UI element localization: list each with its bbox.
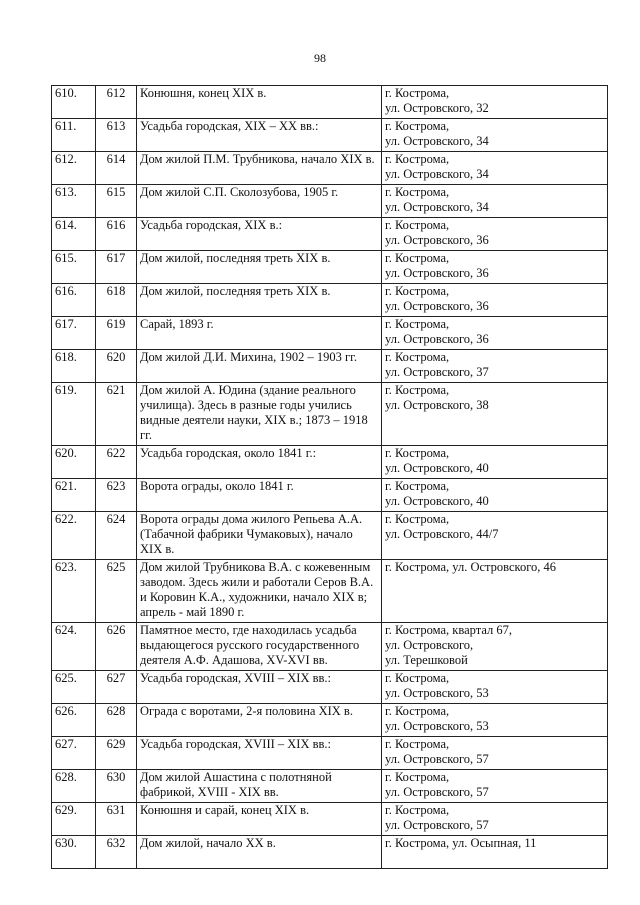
address-line: ул. Островского, (385, 638, 474, 652)
address-line: ул. Островского, 37 (385, 365, 489, 379)
address-line: г. Кострома, (385, 671, 450, 685)
row-number-cell: 620. (52, 446, 96, 479)
registry-id-cell: 616 (96, 218, 137, 251)
registry-id-cell: 626 (96, 623, 137, 671)
object-name-cell: Дом жилой С.П. Сколозубова, 1905 г. (137, 185, 382, 218)
row-number-cell: 614. (52, 218, 96, 251)
table-row (52, 704, 608, 737)
table-row (52, 218, 608, 251)
row-number-cell: 621. (52, 479, 96, 512)
object-name-cell: Дом жилой, начало XX в. (137, 836, 382, 869)
row-number-cell: 623. (52, 560, 96, 623)
object-name-cell: Сарай, 1893 г. (137, 317, 382, 350)
address-line: г. Кострома, (385, 251, 450, 265)
address-line: г. Кострома, (385, 737, 450, 751)
row-number-cell: 629. (52, 803, 96, 836)
registry-id-cell: 629 (96, 737, 137, 770)
row-number-cell: 630. (52, 836, 96, 869)
address-line: ул. Островского, 32 (385, 101, 489, 115)
registry-id-cell: 624 (96, 512, 137, 560)
address-line: г. Кострома, ул. Островского, 46 (385, 560, 557, 574)
registry-id-cell: 619 (96, 317, 137, 350)
object-name-cell: Дом жилой П.М. Трубникова, начало XIX в. (137, 152, 382, 185)
registry-id-cell: 618 (96, 284, 137, 317)
address-cell (382, 560, 608, 623)
row-number-cell: 626. (52, 704, 96, 737)
row-number-cell: 618. (52, 350, 96, 383)
table-row (52, 770, 608, 803)
object-name-cell: Усадьба городская, XVIII – XIX вв.: (137, 671, 382, 704)
address-line: г. Кострома, (385, 86, 450, 100)
address-cell (382, 350, 608, 383)
address-cell (382, 284, 608, 317)
row-number-cell: 611. (52, 119, 96, 152)
registry-id-cell: 632 (96, 836, 137, 869)
object-name-cell: Конюшня и сарай, конец XIX в. (137, 803, 382, 836)
registry-id-cell: 614 (96, 152, 137, 185)
address-line: ул. Островского, 36 (385, 233, 489, 247)
address-line: г. Кострома, (385, 317, 450, 331)
address-line: ул. Островского, 57 (385, 818, 489, 832)
table-row (52, 446, 608, 479)
registry-id-cell: 612 (96, 86, 137, 119)
object-name-cell: Ограда с воротами, 2-я половина XIX в. (137, 704, 382, 737)
address-cell (382, 770, 608, 803)
address-line: ул. Островского, 44/7 (385, 527, 499, 541)
registry-id-cell: 615 (96, 185, 137, 218)
table-row (52, 671, 608, 704)
address-cell (382, 218, 608, 251)
registry-id-cell: 613 (96, 119, 137, 152)
heritage-registry-table (51, 85, 608, 869)
object-name-cell: Дом жилой Трубникова В.А. с кожевенным заводом. Здесь жили и работали Серов В.А. и Коровин К.А., художники, начало XIX в; апрель - май 1890 г. (137, 560, 382, 623)
address-cell (382, 512, 608, 560)
table-row (52, 119, 608, 152)
object-name-cell: Усадьба городская, XIX – XX вв.: (137, 119, 382, 152)
row-number-cell: 622. (52, 512, 96, 560)
address-cell (382, 86, 608, 119)
object-name-cell: Ворота ограды, около 1841 г. (137, 479, 382, 512)
table-row (52, 185, 608, 218)
table-row (52, 86, 608, 119)
table-row (52, 251, 608, 284)
address-cell (382, 185, 608, 218)
registry-id-cell: 622 (96, 446, 137, 479)
row-number-cell: 617. (52, 317, 96, 350)
table-row (52, 317, 608, 350)
registry-id-cell: 617 (96, 251, 137, 284)
address-line: г. Кострома, (385, 350, 450, 364)
registry-id-cell: 621 (96, 383, 137, 446)
address-line: г. Кострома, (385, 119, 450, 133)
page-number: 98 (314, 51, 326, 65)
address-line: г. Кострома, (385, 704, 450, 718)
address-cell (382, 479, 608, 512)
address-line: ул. Островского, 38 (385, 398, 489, 412)
object-name-cell: Усадьба городская, XVIII – XIX вв.: (137, 737, 382, 770)
table-row (52, 383, 608, 446)
address-cell (382, 446, 608, 479)
address-line: г. Кострома, (385, 152, 450, 166)
address-line: ул. Островского, 40 (385, 461, 489, 475)
object-name-cell: Усадьба городская, около 1841 г.: (137, 446, 382, 479)
address-cell (382, 317, 608, 350)
address-line: ул. Терешковой (385, 653, 468, 667)
address-cell (382, 704, 608, 737)
address-cell (382, 737, 608, 770)
row-number-cell: 628. (52, 770, 96, 803)
address-line: ул. Островского, 34 (385, 200, 489, 214)
address-cell (382, 671, 608, 704)
object-name-cell: Ворота ограды дома жилого Репьева А.А. (Табачной фабрики Чумаковых), начало XIX в. (137, 512, 382, 560)
table-row (52, 737, 608, 770)
row-number-cell: 625. (52, 671, 96, 704)
row-number-cell: 624. (52, 623, 96, 671)
registry-id-cell: 628 (96, 704, 137, 737)
table-row (52, 623, 608, 671)
object-name-cell: Конюшня, конец XIX в. (137, 86, 382, 119)
row-number-cell: 613. (52, 185, 96, 218)
table-row (52, 560, 608, 623)
address-cell (382, 803, 608, 836)
address-line: ул. Островского, 34 (385, 134, 489, 148)
row-number-cell: 615. (52, 251, 96, 284)
address-line: ул. Островского, 34 (385, 167, 489, 181)
address-cell (382, 623, 608, 671)
table-row (52, 512, 608, 560)
table-row (52, 350, 608, 383)
row-number-cell: 616. (52, 284, 96, 317)
object-name-cell: Дом жилой А. Юдина (здание реального училища). Здесь в разные годы учились видные деятели науки, XIX в.; 1873 – 1918 гг. (137, 383, 382, 446)
object-name-cell: Памятное место, где находилась усадьба выдающегося русского государственного деятеля А.Ф. Адашова, XV-XVI вв. (137, 623, 382, 671)
table-row (52, 152, 608, 185)
address-line: ул. Островского, 53 (385, 686, 489, 700)
table-body (52, 86, 608, 869)
row-number-cell: 612. (52, 152, 96, 185)
address-line: ул. Островского, 53 (385, 719, 489, 733)
address-line: ул. Островского, 40 (385, 494, 489, 508)
table-row (52, 836, 608, 869)
object-name-cell: Дом жилой Ашастина с полотняной фабрикой, XVIII - XIX вв. (137, 770, 382, 803)
address-cell (382, 383, 608, 446)
table-row (52, 479, 608, 512)
table-row (52, 803, 608, 836)
address-cell (382, 119, 608, 152)
row-number-cell: 627. (52, 737, 96, 770)
address-cell (382, 152, 608, 185)
address-line: г. Кострома, (385, 803, 450, 817)
address-line: ул. Островского, 36 (385, 299, 489, 313)
address-line: г. Кострома, (385, 512, 450, 526)
registry-id-cell: 630 (96, 770, 137, 803)
address-line: ул. Островского, 57 (385, 752, 489, 766)
object-name-cell: Дом жилой Д.И. Михина, 1902 – 1903 гг. (137, 350, 382, 383)
object-name-cell: Усадьба городская, XIX в.: (137, 218, 382, 251)
registry-id-cell: 623 (96, 479, 137, 512)
address-cell (382, 836, 608, 869)
address-line: г. Кострома, квартал 67, (385, 623, 512, 637)
row-number-cell: 619. (52, 383, 96, 446)
table-row (52, 284, 608, 317)
address-line: г. Кострома, (385, 770, 450, 784)
address-line: г. Кострома, (385, 218, 450, 232)
address-line: г. Кострома, (385, 185, 450, 199)
object-name-cell: Дом жилой, последняя треть XIX в. (137, 284, 382, 317)
address-line: г. Кострома, (385, 383, 450, 397)
registry-id-cell: 620 (96, 350, 137, 383)
address-line: ул. Островского, 57 (385, 785, 489, 799)
address-line: г. Кострома, (385, 479, 450, 493)
row-number-cell: 610. (52, 86, 96, 119)
address-line: г. Кострома, (385, 284, 450, 298)
registry-id-cell: 631 (96, 803, 137, 836)
address-line: ул. Островского, 36 (385, 332, 489, 346)
address-cell (382, 251, 608, 284)
address-line: г. Кострома, (385, 446, 450, 460)
address-line: ул. Островского, 36 (385, 266, 489, 280)
registry-id-cell: 627 (96, 671, 137, 704)
registry-id-cell: 625 (96, 560, 137, 623)
address-line: г. Кострома, ул. Осыпная, 11 (385, 836, 537, 850)
object-name-cell: Дом жилой, последняя треть XIX в. (137, 251, 382, 284)
